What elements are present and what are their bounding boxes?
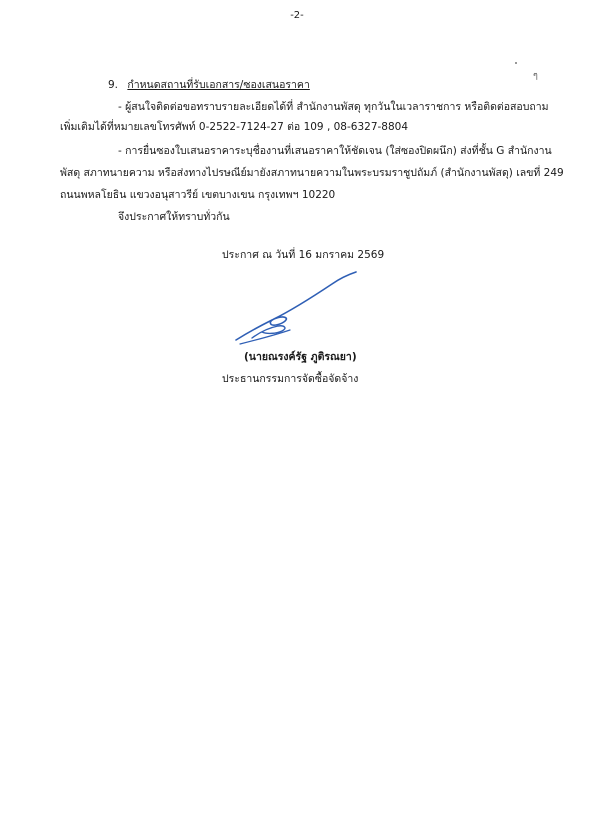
announcement-date: ประกาศ ณ วันที่ 16 มกราคม 2569 (222, 249, 385, 261)
submission-line-1: - การยื่นซองใบเสนอราคาระบุชื่องานที่เสนอราคาให้ชัดเจน (ใส่ซองปิดผนึก) ส่งที่ชั้น G สำนักงาน (118, 145, 552, 157)
announcement-closing: จึงประกาศให้ทราบทั่วกัน (118, 211, 230, 223)
signatory-position: ประธานกรรมการจัดซื้อจัดจ้าง (222, 373, 359, 385)
section-number: 9. (108, 79, 119, 91)
contact-info-line-2: เพิ่มเติมได้ที่หมายเลขโทรศัพท์ 0-2522-7124-27 ต่อ 109 , 08-6327-8804 (60, 121, 409, 133)
section-heading (108, 76, 310, 93)
signatory-name: (นายณรงค์รัฐ ภูติรณยา) (244, 351, 357, 363)
section-title: กำหนดสถานที่รับเอกสาร/ซองเสนอราคา (127, 79, 310, 91)
handwritten-signature (232, 268, 362, 348)
margin-mark: ๆ (533, 71, 538, 81)
contact-info-line-1: - ผู้สนใจติดต่อขอทราบรายละเอียดได้ที่ สำนักงานพัสดุ ทุกวันในเวลาราชการ หรือติดต่อสอบถาม (118, 101, 549, 113)
page-number: -2- (290, 10, 304, 21)
submission-line-2: พัสดุ สภาทนายความ หรือส่งทางไปรษณีย์มายังสภาทนายความในพระบรมราชูปถัมภ์ (สำนักงานพัสดุ) เลขที่ 249 (60, 167, 564, 179)
scan-speck (515, 62, 517, 64)
submission-line-3: ถนนพหลโยธิน แขวงอนุสาวรีย์ เขตบางเขน กรุงเทพฯ 10220 (60, 189, 336, 201)
